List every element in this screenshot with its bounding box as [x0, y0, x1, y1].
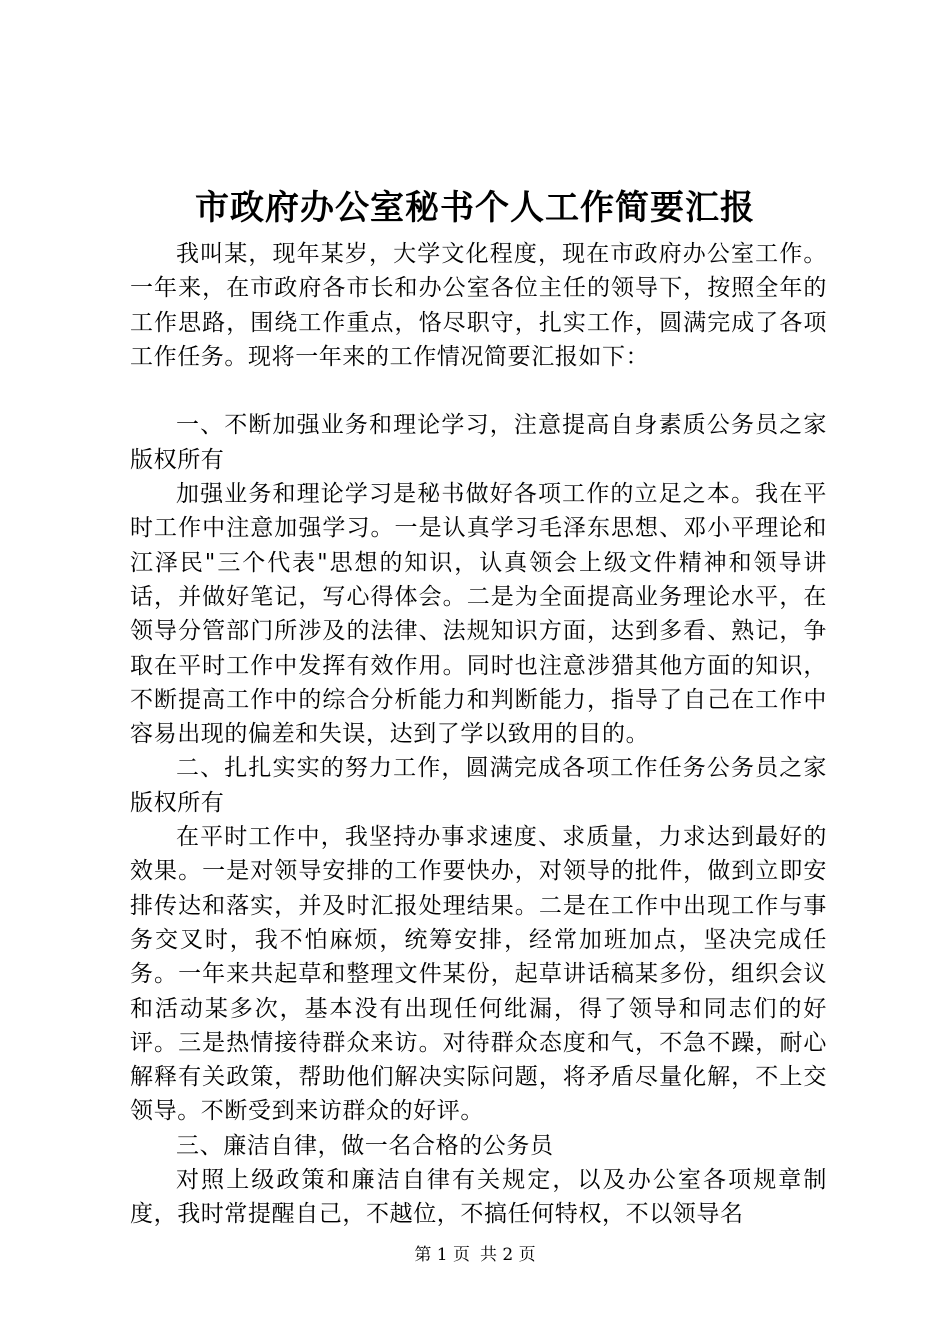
intro-paragraph: 我叫某，现年某岁，大学文化程度，现在市政府办公室工作。一年来，在市政府各市长和办公室各位主任的领导下，按照全年的工作思路，围绕工作重点，恪尽职守，扎实工作，圆满完成了各项工作任务。现将一年来的工作情况简要汇报如下： — [130, 241, 827, 370]
section-heading-2: 二、扎扎实实的努力工作，圆满完成各项工作任务公务员之家版权所有 — [130, 755, 827, 816]
section-heading-3: 三、廉洁自律，做一名合格的公务员 — [176, 1132, 554, 1159]
document-title: 市政府办公室秘书个人工作简要汇报 — [195, 188, 755, 228]
section-paragraph-3: 对照上级政策和廉洁自律有关规定，以及办公室各项规章制度，我时常提醒自己，不越位，不搞任何特权，不以领导名 — [130, 1167, 827, 1228]
section-paragraph-1: 加强业务和理论学习是秘书做好各项工作的立足之本。我在平时工作中注意加强学习。一是认真学习毛泽东思想、邓小平理论和江泽民"三个代表"思想的知识，认真领会上级文件精神和领导讲话，并做好笔记，写心得体会。二是为全面提高业务理论水平，在领导分管部门所涉及的法律、法规知识方面，达到多看、熟记，争取在平时工作中发挥有效作用。同时也注意涉猎其他方面的知识，不断提高工作中的综合分析能力和判断能力，指导了自己在工作中容易出现的偏差和失误，达到了学以致用的目的。 — [130, 481, 827, 748]
document-body — [130, 237, 827, 1232]
page-number: 第 1 页 — [414, 1245, 470, 1265]
page-footer — [0, 1243, 950, 1267]
section-heading-1: 一、不断加强业务和理论学习，注意提高自身素质公务员之家版权所有 — [130, 412, 827, 473]
section-paragraph-2: 在平时工作中，我坚持办事求速度、求质量，力求达到最好的效果。一是对领导安排的工作要快办，对领导的批件，做到立即安排传达和落实，并及时汇报处理结果。二是在工作中出现工作与事务交叉时，我不怕麻烦，统筹安排，经常加班加点，坚决完成任务。一年来共起草和整理文件某份，起草讲话稿某多份，组织会议和活动某多次，基本没有出现任何纰漏，得了领导和同志们的好评。三是热情接待群众来访。对待群众态度和气，不急不躁，耐心解释有关政策，帮助他们解决实际问题，将矛盾尽量化解，不上交领导。不断受到来访群众的好评。 — [130, 824, 827, 1125]
page-total: 共 2 页 — [480, 1245, 536, 1265]
